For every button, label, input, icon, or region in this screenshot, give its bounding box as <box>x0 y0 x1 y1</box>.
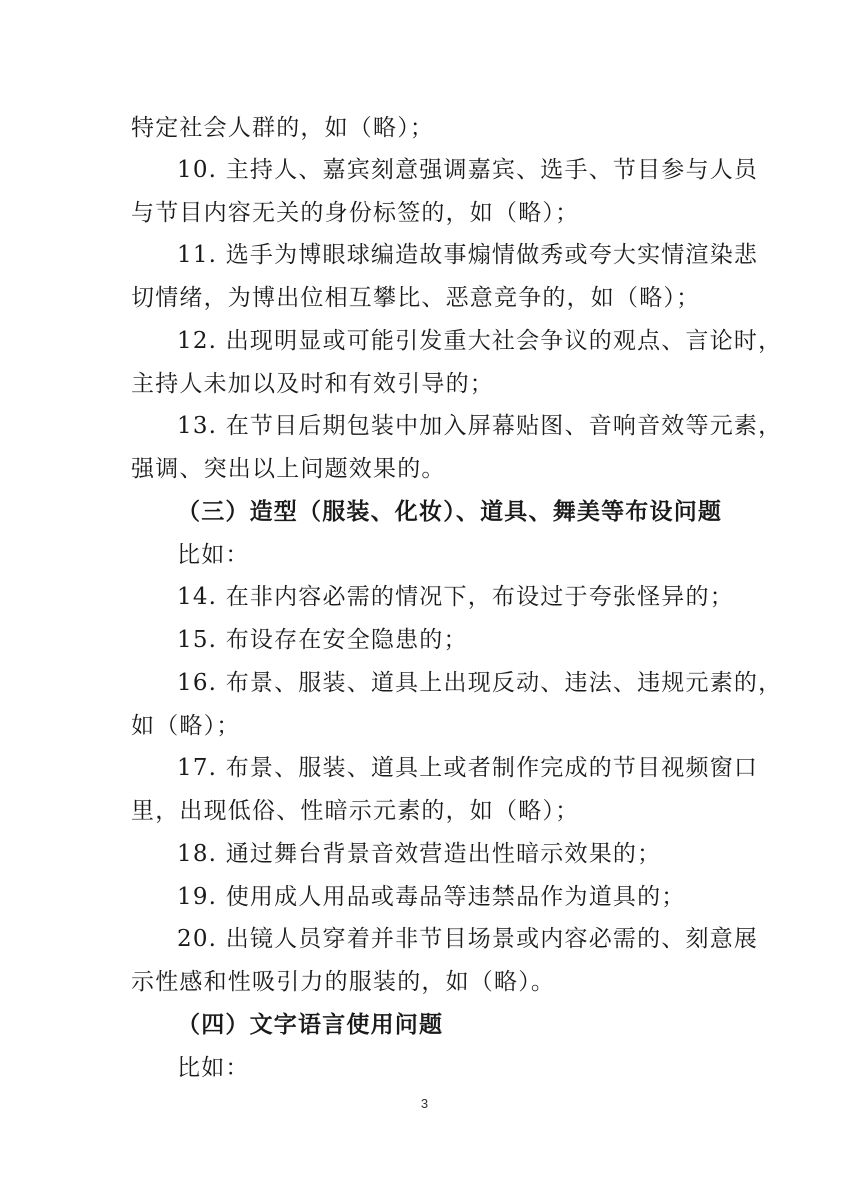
section-heading: （三）造型（服装、化妆）、道具、舞美等布设问题 <box>177 498 723 525</box>
text-line: 19. 使用成人用品或毒品等违禁品作为道具的； <box>177 884 686 910</box>
text-line: 强调、突出以上问题效果的。 <box>131 456 446 482</box>
text-line: 切情绪，为博出位相互攀比、恶意竞争的，如（略）； <box>131 285 701 311</box>
text-line: 14. 在非内容必需的情况下，布设过于夸张怪异的； <box>177 584 734 610</box>
text-line: 10. 主持人、嘉宾刻意强调嘉宾、选手、节目参与人员 <box>177 157 759 183</box>
text-line: 示性感和性吸引力的服装的，如（略）。 <box>131 969 556 995</box>
text-line: 16. 布景、服装、道具上出现反动、违法、违规元素的， <box>177 670 783 696</box>
text-line: 18. 通过舞台背景音效营造出性暗示效果的； <box>177 841 662 867</box>
text-line: 特定社会人群的，如（略）； <box>131 115 435 141</box>
text-line: 15. 布设存在安全隐患的； <box>177 627 468 653</box>
text-line: 比如： <box>177 542 250 568</box>
text-line: 里，出现低俗、性暗示元素的，如（略）； <box>131 798 580 824</box>
text-line: 主持人未加以及时和有效引导的； <box>131 371 494 397</box>
text-line: 12. 出现明显或可能引发重大社会争议的观点、言论时， <box>177 328 783 354</box>
text-line: 比如： <box>177 1055 250 1081</box>
text-line: 11. 选手为博眼球编造故事煽情做秀或夸大实情渲染悲 <box>177 242 759 268</box>
text-line: 17. 布景、服装、道具上或者制作完成的节目视频窗口 <box>177 755 759 781</box>
page-number: 3 <box>420 1096 429 1111</box>
text-line: 如（略）； <box>131 713 241 739</box>
text-line: 20. 出镜人员穿着并非节目场景或内容必需的、刻意展 <box>177 926 759 952</box>
text-line: 13. 在节目后期包装中加入屏幕贴图、音响音效等元素， <box>177 413 783 439</box>
text-line: 与节目内容无关的身份标签的，如（略）； <box>131 200 580 226</box>
section-heading: （四）文字语言使用问题 <box>177 1011 444 1038</box>
